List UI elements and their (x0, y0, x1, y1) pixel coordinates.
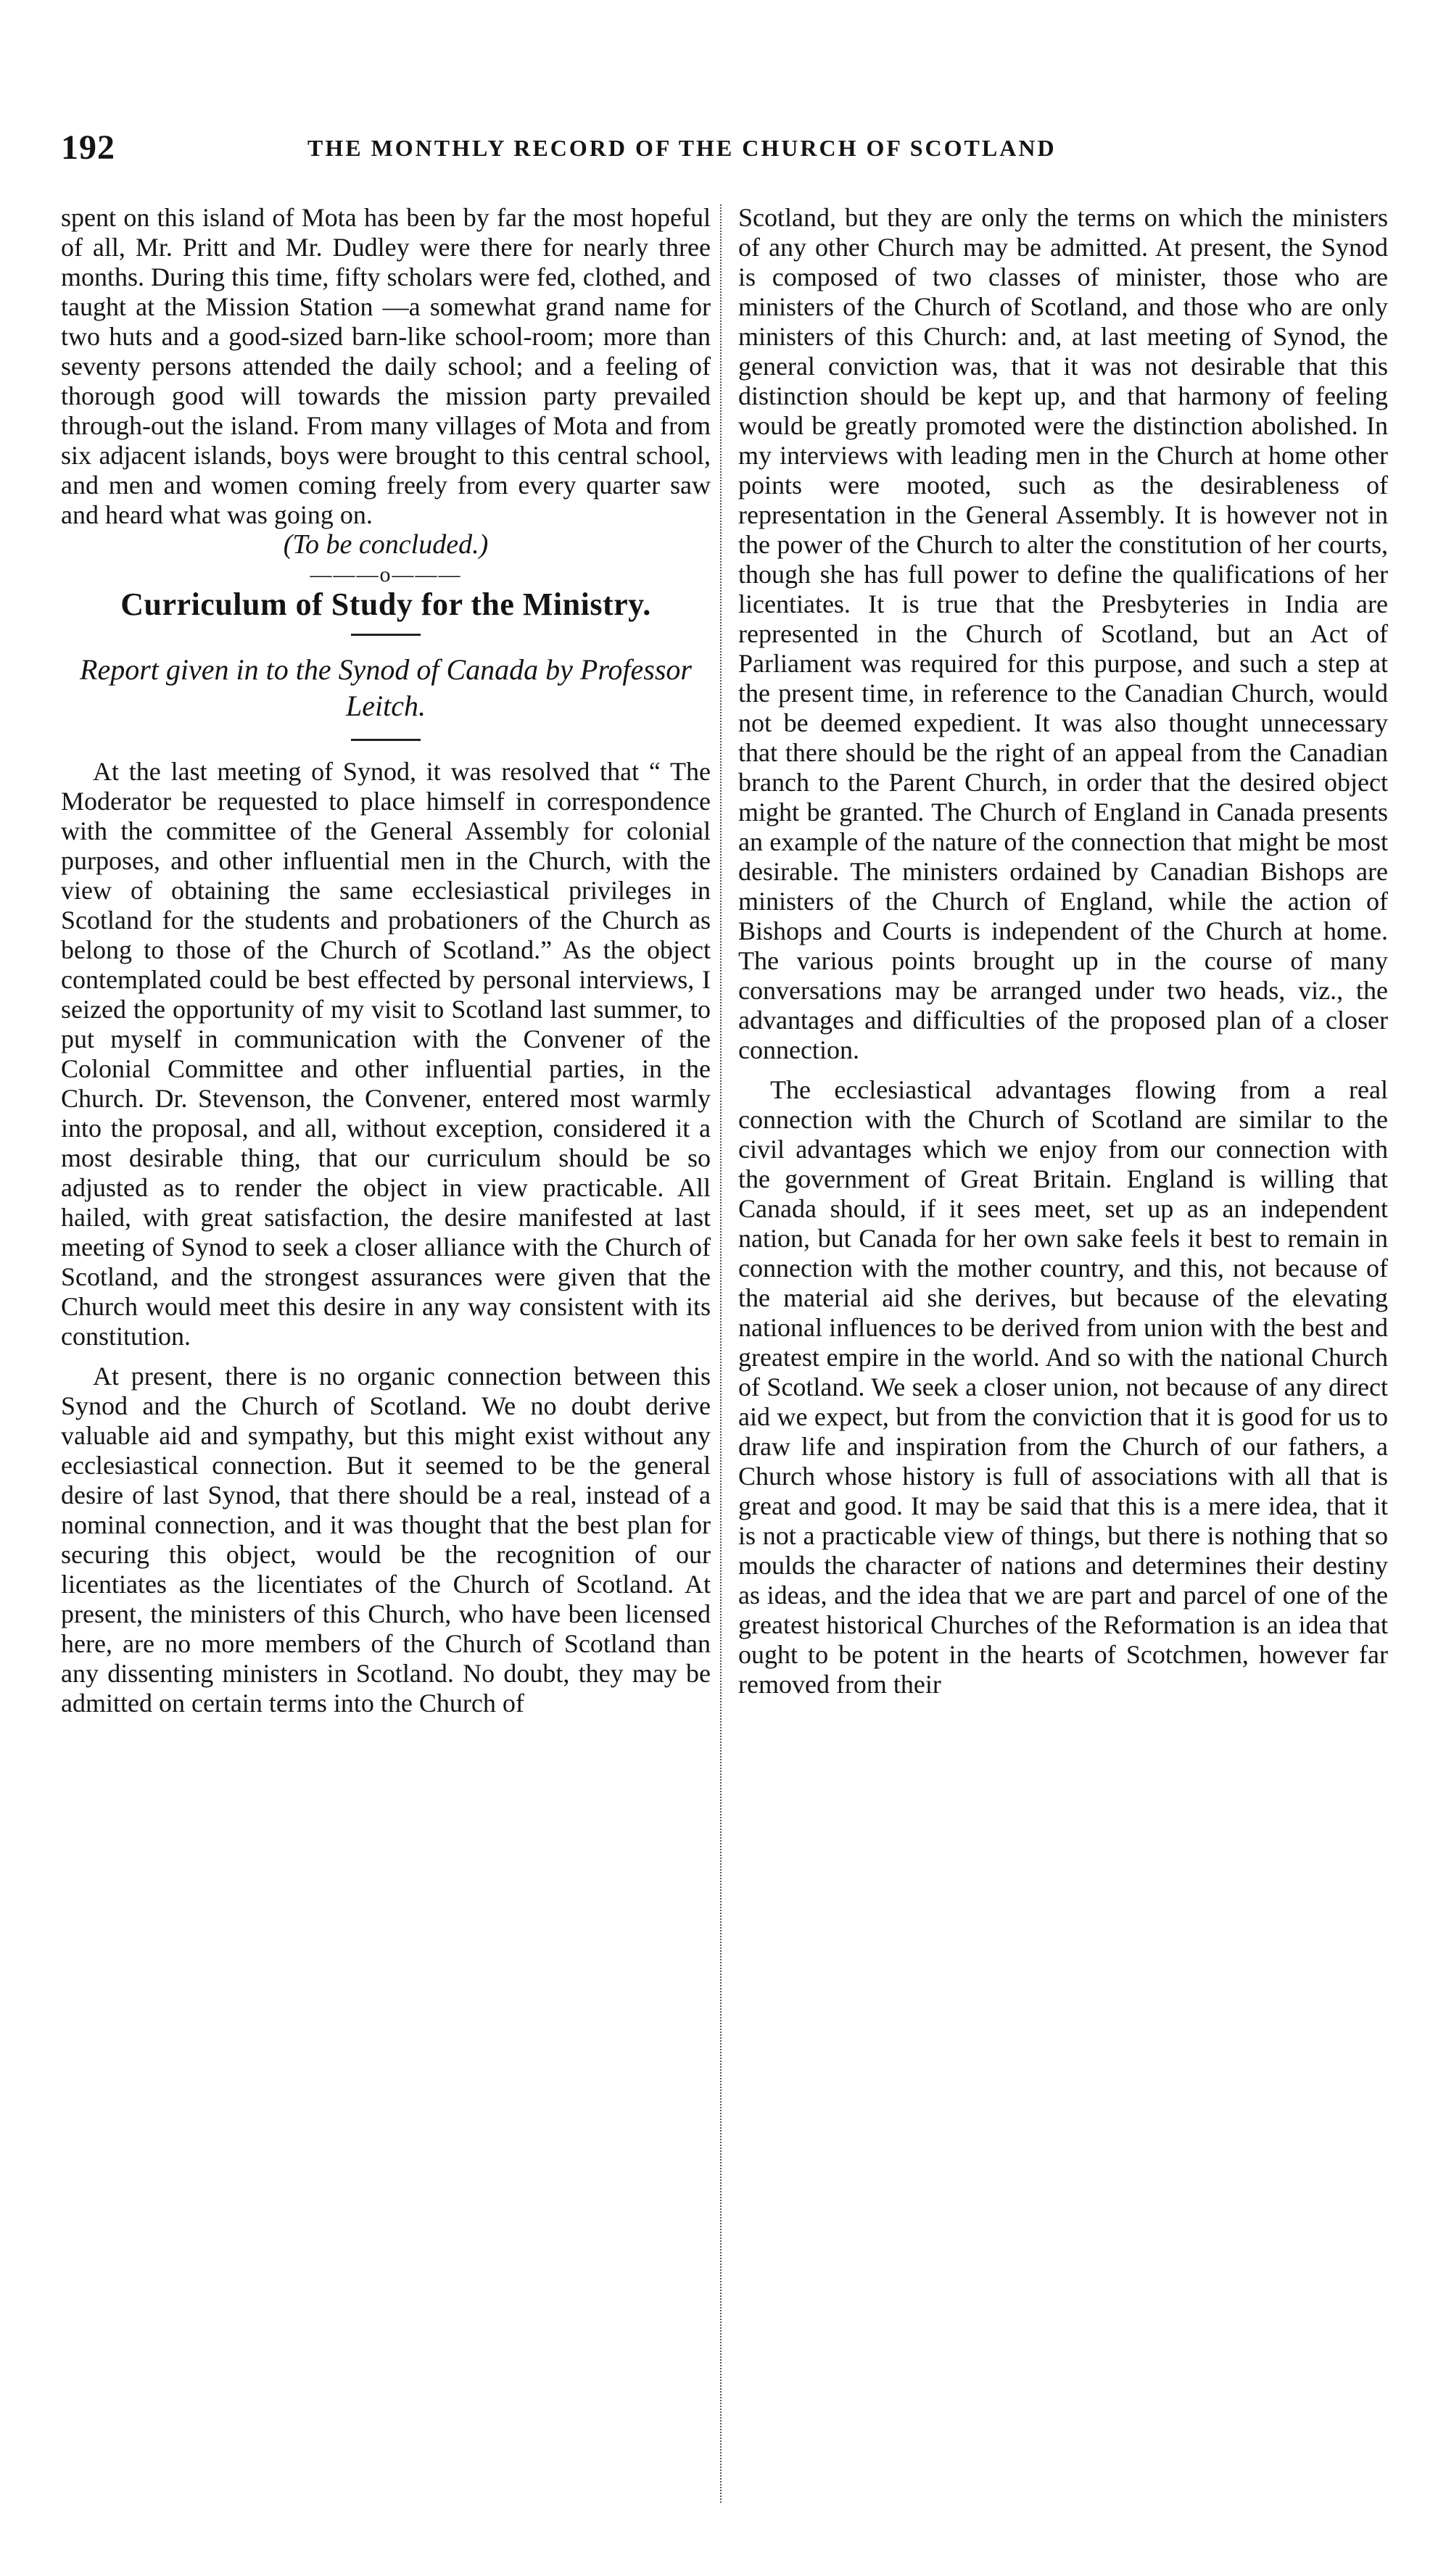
column-divider (720, 204, 722, 2503)
title-rule (351, 634, 421, 636)
section-ornament: ———o——— (310, 563, 462, 587)
running-head: THE MONTHLY RECORD OF THE CHURCH OF SCOTLAND (307, 135, 1057, 161)
byline-rule (351, 739, 421, 741)
body-paragraph: At the last meeting of Synod, it was resolved that “ The Moderator be requested to place himself in correspondence with the committee of the General Assembly for colonial purposes, and other influential men in the Church, with the view of obtaining the same ecclesiastical privileges in Scotland for the students and probationers of the Church as belong to those of the Church of Scotland.” As the object contemplated could be best effected by personal interviews, I seized the opportunity of my visit to Scotland last summer, to put myself in communication with the Convener of the Colonial Committee and other influential parties, in the Church. Dr. Stevenson, the Convener, entered most warmly into the proposal, and all, without exception, considered it a most desirable thing, that our curriculum should be so adjusted as to render the object in view practicable. All hailed, with great satisfaction, the desire manifested at last meeting of Synod to seek a closer alliance with the Church of Scotland, and the strongest assurances were given that the Church would meet this desire in any way consistent with its constitution. (61, 757, 711, 1351)
page-number: 192 (61, 128, 115, 167)
article-title: Curriculum of Study for the Ministry. (120, 587, 651, 622)
body-paragraph: The ecclesiastical advantages flowing from a real connection with the Church of Scotland are similar to the civil advantages which we enjoy from our connection with the government of Great Britain. England is willing that Canada should, if it sees meet, set up as an independent nation, but Canada for her own sake feels it best to remain in connection with the mother country, and this, not because of the material aid she derives, but because of the elevating national influences to be derived from union with the best and greatest empire in the world. And so with the national Church of Scotland. We seek a closer union, not because of any direct aid we expect, but from the conviction that it is good for us to draw life and inspiration from the Church of our fathers, a Church whose history is full of associations with all that is great and good. It may be said that this is a mere idea, that it is not a practicable view of things, but there is nothing that so moulds the character of nations and determines their destiny as ideas, and the idea that we are part and parcel of one of the greatest historical Churches of the Reformation is an idea that ought to be potent in the hearts of Scotchmen, however far removed from their (738, 1075, 1388, 1699)
left-column (61, 203, 711, 1718)
body-paragraph: At present, there is no organic connection between this Synod and the Church of Scotland. We no doubt derive valuable aid and sympathy, but this might exist without any ecclesiastical connection. But it seemed to be the general desire of last Synod, that there should be a real, instead of a nominal connection, and it was thought that the best plan for securing this object, would be the recognition of our licentiates as the licentiates of the Church of Scotland. At present, the ministers of this Church, who have been licensed here, are no more members of the Church of Scotland than any dissenting ministers in Scotland. No doubt, they may be admitted on certain terms into the Church of (61, 1362, 711, 1718)
page-header (61, 128, 1395, 171)
article-byline: Report given in to the Synod of Canada by Professor Leitch. (80, 653, 692, 722)
to-be-concluded-note: (To be concluded.) (283, 529, 489, 560)
right-column (738, 203, 1388, 1699)
continued-article-text: spent on this island of Mota has been by far the most hopeful of all, Mr. Pritt and Mr. Dudley were there for nearly three months. During this time, fifty scholars were fed, clothed, and taught at the Mission Station —a somewhat grand name for two huts and a good-sized barn-like school-room; more than seventy persons attended the daily school; and a feeling of thorough good will towards the mission party prevailed through-out the island. From many villages of Mota and from six adjacent islands, boys were brought to this central school, and men and women coming freely from every quarter saw and heard what was going on. (61, 203, 711, 529)
body-paragraph: Scotland, but they are only the terms on which the ministers of any other Church may be admitted. At present, the Synod is composed of two classes of minister, those who are ministers of the Church of Scotland, and those who are only ministers of this Church: and, at last meeting of Synod, the general conviction was, that it was not desirable that this distinction should be kept up, and that harmony of feeling would be greatly promoted were the distinction abolished. In my interviews with leading men in the Church at home other points were mooted, such as the desirableness of representation in the General Assembly. It is however not in the power of the Church to alter the constitution of her courts, though she has full power to define the qualifications of her licentiates. It is true that the Presbyteries in India are represented in the Church of Scotland, but an Act of Parliament was required for this purpose, and such a step at the present time, in reference to the Canadian Church, would not be deemed expedient. It was also thought unnecessary that there should be the right of an appeal from the Canadian branch to the Parent Church, in order that the desired object might be granted. The Church of England in Canada presents an example of the nature of the connection that might be most desirable. The ministers ordained by Canadian Bishops are ministers of the Church of England, while the action of Bishops and Courts is independent of the Church at home. The various points brought up in the course of many conversations may be arranged under two heads, viz., the advantages and difficulties of the proposed plan of a closer connection. (738, 203, 1388, 1064)
